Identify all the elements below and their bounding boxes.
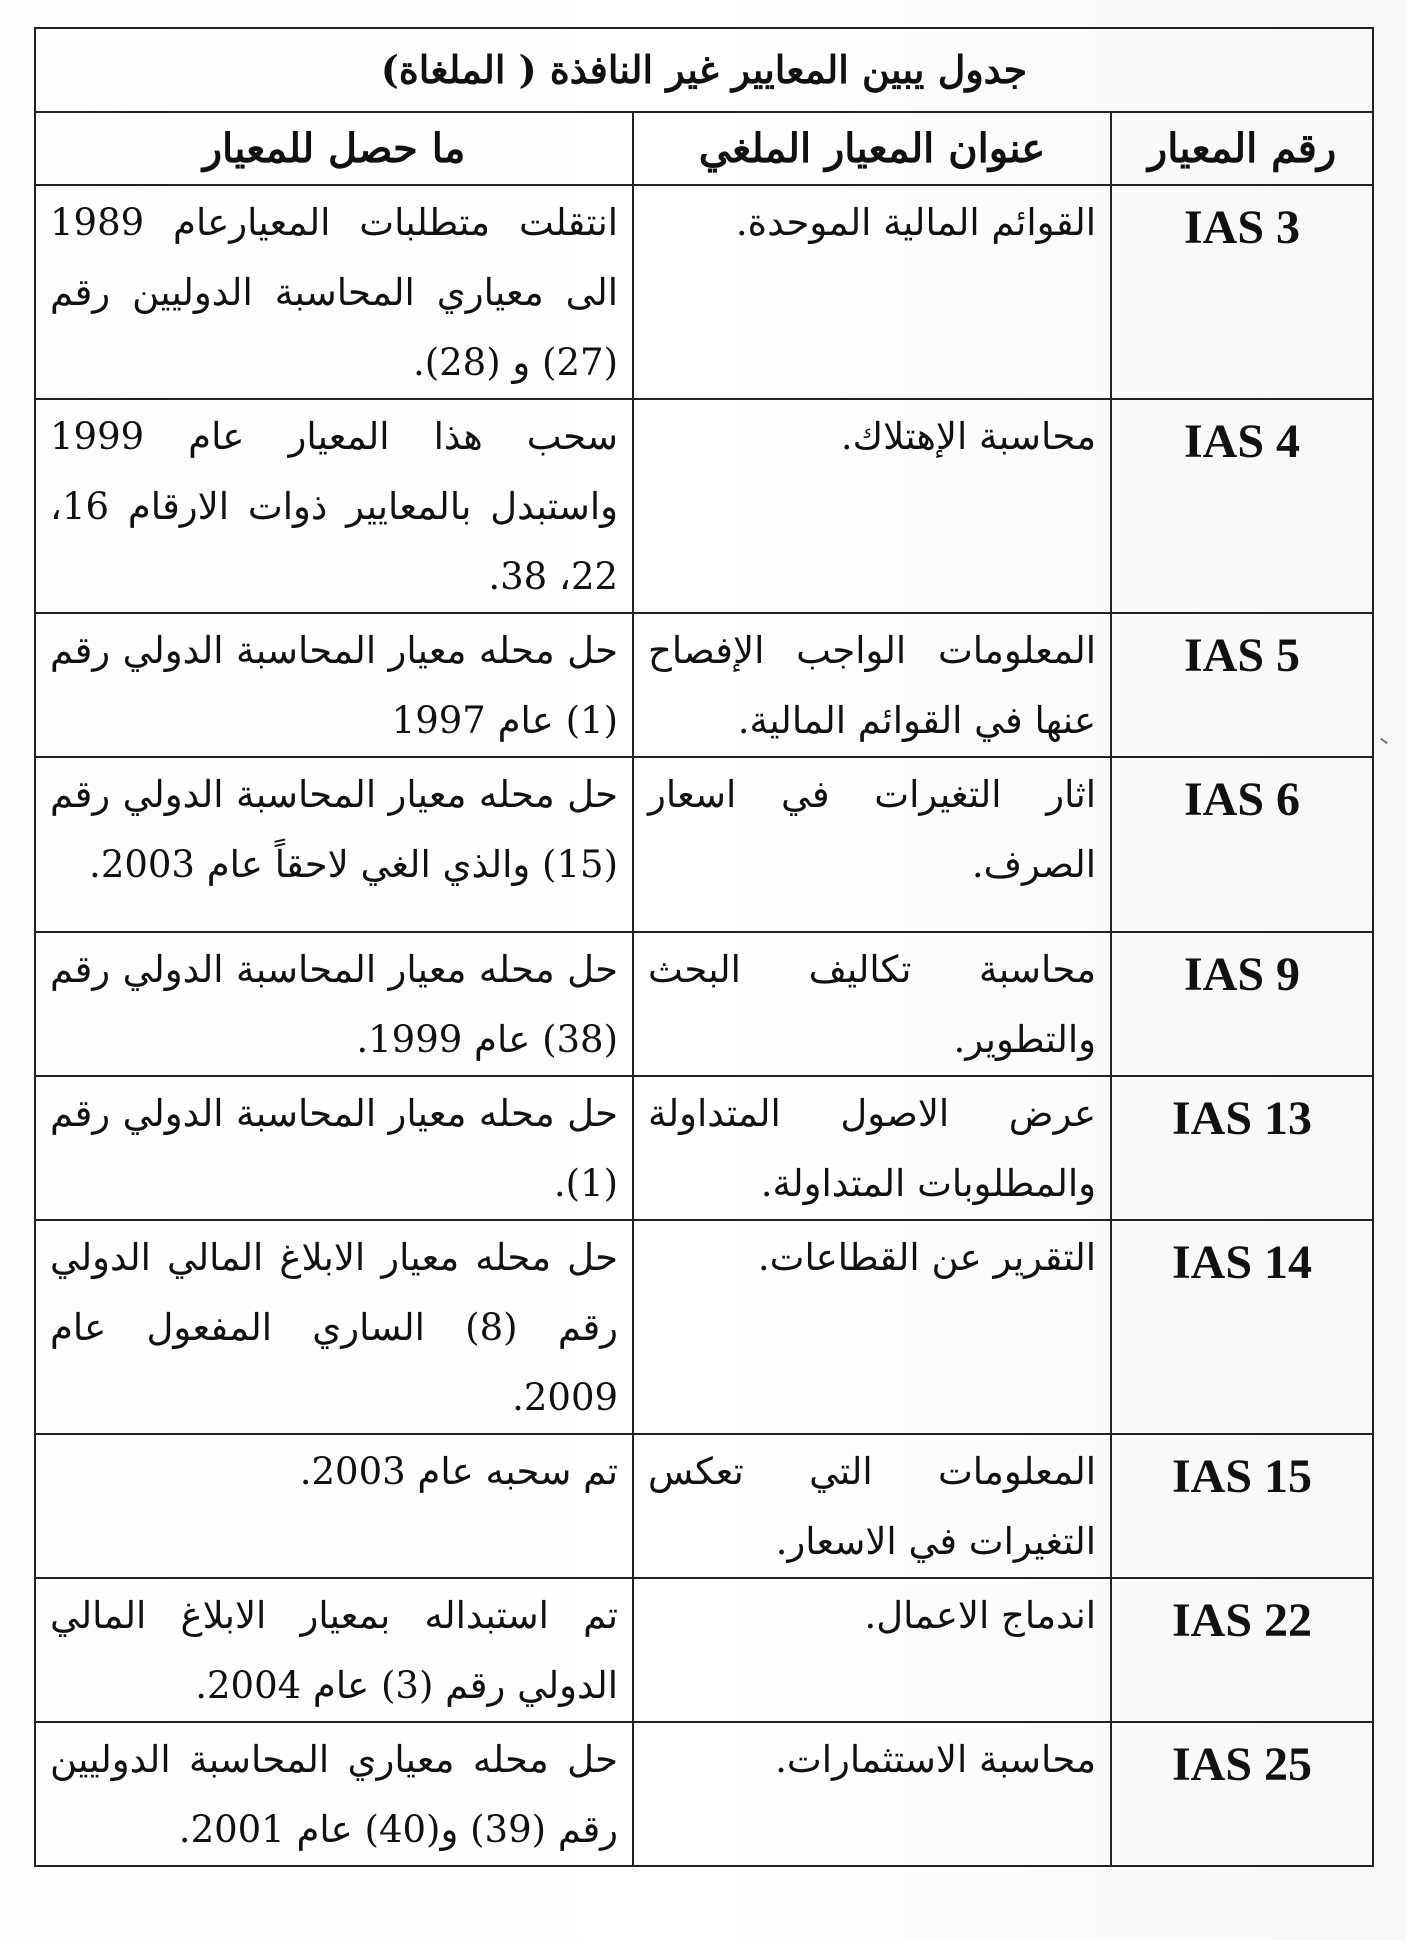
header-standard-title: عنوان المعيار الملغي bbox=[633, 112, 1111, 185]
table-row bbox=[35, 1722, 1373, 1866]
standard-title: اندماج الاعمال. bbox=[633, 1578, 1111, 1722]
scan-speck bbox=[1380, 738, 1388, 744]
standard-title: محاسبة الاستثمارات. bbox=[633, 1722, 1111, 1866]
standard-number: IAS 3 bbox=[1111, 185, 1373, 399]
table-row bbox=[35, 757, 1373, 932]
header-standard-number: رقم المعيار bbox=[1111, 112, 1373, 185]
standard-result: حل محله معيار المحاسبة الدولي رقم (38) عام 1999. bbox=[35, 932, 633, 1076]
standard-result: تم استبداله بمعيار الابلاغ المالي الدولي رقم (3) عام 2004. bbox=[35, 1578, 633, 1722]
header-standard-result: ما حصل للمعيار bbox=[35, 112, 633, 185]
table-row bbox=[35, 1076, 1373, 1220]
standard-title: التقرير عن القطاعات. bbox=[633, 1220, 1111, 1434]
standard-number: IAS 15 bbox=[1111, 1434, 1373, 1578]
table-row bbox=[35, 399, 1373, 613]
standard-number: IAS 6 bbox=[1111, 757, 1373, 932]
standard-title: محاسبة تكاليف البحث والتطوير. bbox=[633, 932, 1111, 1076]
withdrawn-standards-table bbox=[34, 27, 1374, 1867]
standard-result: حل محله معيار المحاسبة الدولي رقم (1). bbox=[35, 1076, 633, 1220]
standard-title: القوائم المالية الموحدة. bbox=[633, 185, 1111, 399]
table-row bbox=[35, 1578, 1373, 1722]
table-row bbox=[35, 613, 1373, 757]
standard-title: عرض الاصول المتداولة والمطلوبات المتداولة. bbox=[633, 1076, 1111, 1220]
header-row bbox=[35, 112, 1373, 185]
standard-result: تم سحبه عام 2003. bbox=[35, 1434, 633, 1578]
standard-number: IAS 25 bbox=[1111, 1722, 1373, 1866]
standard-number: IAS 14 bbox=[1111, 1220, 1373, 1434]
standard-result: حل محله معيار الابلاغ المالي الدولي رقم (8) الساري المفعول عام 2009. bbox=[35, 1220, 633, 1434]
standard-number: IAS 22 bbox=[1111, 1578, 1373, 1722]
table-row bbox=[35, 1434, 1373, 1578]
standard-title: محاسبة الإهتلاك. bbox=[633, 399, 1111, 613]
standard-result: سحب هذا المعيار عام 1999 واستبدل بالمعايير ذوات الارقام 16، 22، 38. bbox=[35, 399, 633, 613]
table-row bbox=[35, 932, 1373, 1076]
standard-result: حل محله معيار المحاسبة الدولي رقم (15) والذي الغي لاحقاً عام 2003. bbox=[35, 757, 633, 932]
standard-result: حل محله معياري المحاسبة الدوليين رقم (39) و(40) عام 2001. bbox=[35, 1722, 633, 1866]
table-row bbox=[35, 1220, 1373, 1434]
standard-result: حل محله معيار المحاسبة الدولي رقم (1) عام 1997 bbox=[35, 613, 633, 757]
standard-number: IAS 5 bbox=[1111, 613, 1373, 757]
standard-number: IAS 4 bbox=[1111, 399, 1373, 613]
table-row bbox=[35, 185, 1373, 399]
standard-result: انتقلت متطلبات المعيارعام 1989 الى معياري المحاسبة الدوليين رقم (27) و (28). bbox=[35, 185, 633, 399]
standard-title: اثار التغيرات في اسعار الصرف. bbox=[633, 757, 1111, 932]
standard-title: المعلومات الواجب الإفصاح عنها في القوائم المالية. bbox=[633, 613, 1111, 757]
standard-number: IAS 9 bbox=[1111, 932, 1373, 1076]
standard-number: IAS 13 bbox=[1111, 1076, 1373, 1220]
table-caption: جدول يبين المعايير غير النافذة ( الملغاة) bbox=[35, 28, 1373, 112]
caption-row bbox=[35, 28, 1373, 112]
standard-title: المعلومات التي تعكس التغيرات في الاسعار. bbox=[633, 1434, 1111, 1578]
